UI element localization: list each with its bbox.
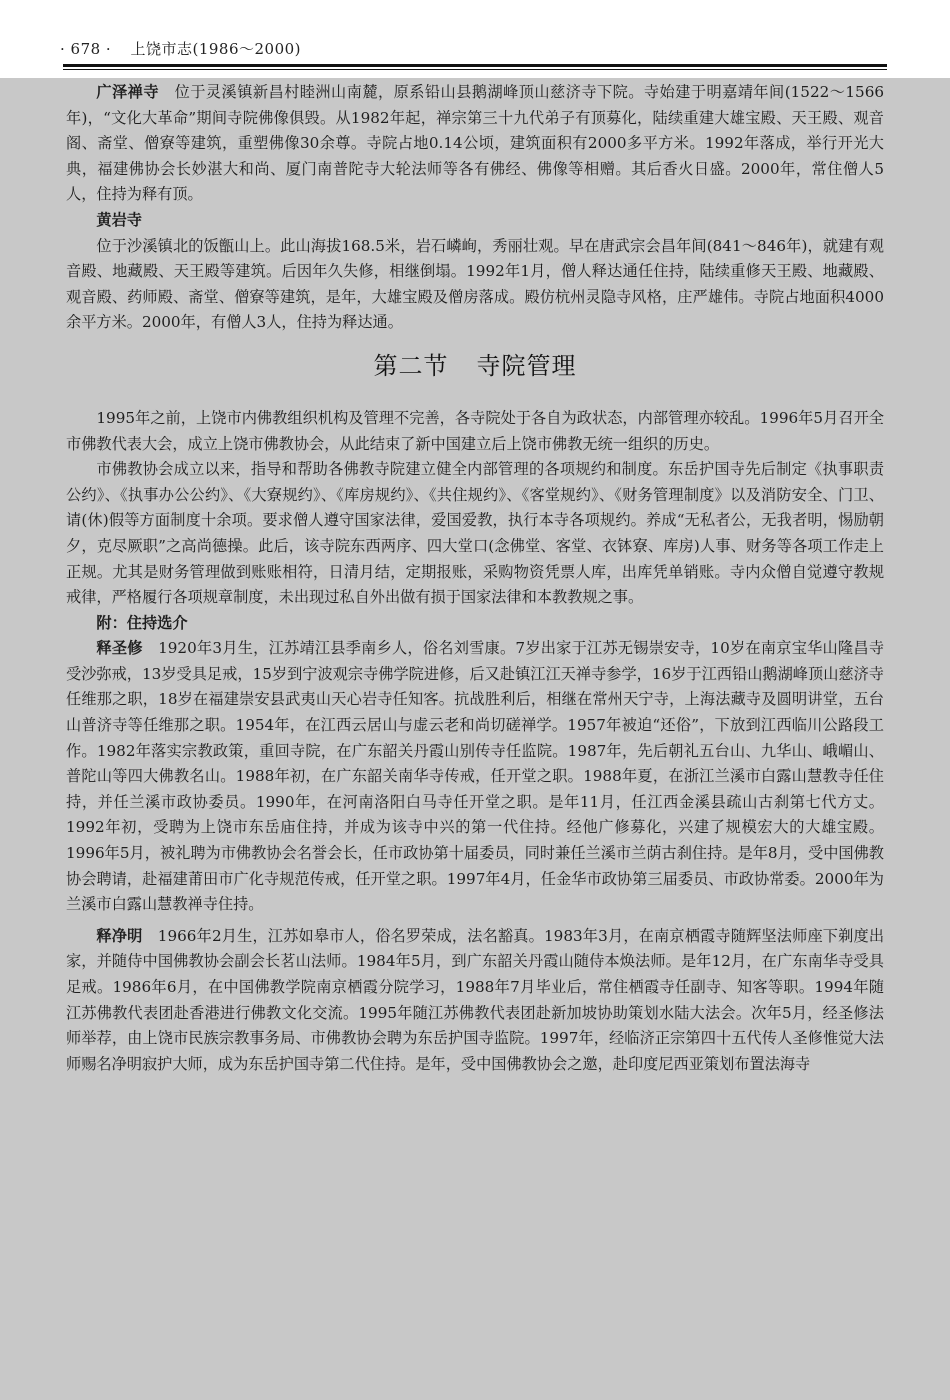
running-header [60, 38, 301, 59]
header-rule-thick [63, 64, 887, 67]
temple-description: 位于灵溪镇新昌村睦洲山南麓，原系铅山县鹅湖峰顶山慈济寺下院。寺始建于明嘉靖年间(1522～1566年)，“文化大革命”期间寺院佛像俱毁。从1982年起，禅宗第三十九代弟子有顶募化，陆续重建大雄宝殿、天王殿、观音阁、斋堂、僧寮等建筑，重塑佛像30余尊。寺院占地0.14公顷，建筑面积有2000多平方米。1992年落成，举行开光大典，福建佛协会长妙湛大和尚、厦门南普陀寺大轮法师等各有佛经、佛像等相赠。其后香火日盛。2000年，常住僧人5人，住持为释有顶。 [66, 83, 885, 204]
abbot-name: 释圣修 [96, 639, 143, 658]
text-column [66, 80, 884, 1077]
temple-entry-guangze [66, 80, 884, 208]
section-number: 第二节 [373, 351, 449, 380]
management-paragraph-1: 1995年之前，上饶市内佛教组织机构及管理不完善，各寺院处于各自为政状态，内部管理亦较乱。1996年5月召开全市佛教代表大会，成立上饶市佛教协会，从此结束了新中国建立后上饶市佛教无统一组织的历史。 [66, 408, 884, 453]
abbot-name: 释净明 [96, 926, 143, 945]
page-number: · 678 · [60, 40, 112, 58]
page-header [0, 0, 950, 78]
page-body [0, 78, 950, 1400]
abbot-entry-jingming [66, 924, 884, 1078]
book-title: 上饶市志(1986～2000) [130, 40, 302, 58]
abbot-biography: 1920年3月生，江苏靖江县季南乡人，俗名刘雪康。7岁出家于江苏无锡崇安寺，10岁在南京宝华山隆昌寺受沙弥戒，13岁受具足戒，15岁到宁波观宗寺佛学院进修，后又赴镇江江天禅寺参学，16岁于江西铅山鹅湖峰顶山慈济寺任维那之职，18岁在福建崇安县武夷山天心岩寺任知客。抗战胜利后，相继在常州天宁寺，上海法藏寺及圆明讲堂，五台山普济寺等任维那之职。1954年，在江西云居山与虚云老和尚切磋禅学。1957年被迫“还俗”，下放到江西临川公路段工作。1982年落实宗教政策，重回寺院，在广东韶关丹霞山别传寺任监院。1987年，先后朝礼五台山、九华山、峨嵋山、普陀山等四大佛教名山。1988年初，在广东韶关南华寺传戒，任开堂之职。1988年夏，在浙江兰溪市白露山慧教寺任住持，并任兰溪市政协委员。1990年，在河南洛阳白马寺任开堂之职。是年11月，任江西金溪县疏山古刹第七代方丈。1992年初，受聘为上饶市东岳庙住持，并成为该寺中兴的第一代住持。经他广修募化，兴建了规模宏大的大雄宝殿。1996年5月，被礼聘为市佛教协会名誉会长，任市政协第十届委员，同时兼任兰溪市兰荫古刹住持。是年8月，受中国佛教协会聘请，赴福建莆田市广化寺规范传戒，任开堂之职。1997年4月，任金华市政协第三届委员、市政协常委。2000年为兰溪市白露山慧教禅寺住持。 [66, 639, 885, 914]
temple-name: 广泽禅寺 [96, 83, 159, 101]
section-name: 寺院管理 [476, 351, 577, 380]
section-title [66, 350, 884, 382]
temple-heading-huangyan: 黄岩寺 [96, 210, 142, 229]
header-rule-thin [63, 69, 887, 70]
appendix-heading: 附：住持选介 [96, 613, 188, 632]
temple-description-huangyan: 位于沙溪镇北的饭甑山上。此山海拔168.5米，岩石嶙峋，秀丽壮观。早在唐武宗会昌年间(841～846年)，就建有观音殿、地藏殿、天王殿等建筑。后因年久失修，相继倒塌。1992年1月，僧人释达通任住持，陆续重修天王殿、地藏殿、观音殿、药师殿、斋堂、僧寮等建筑，是年，大雄宝殿及僧房落成。殿仿杭州灵隐寺风格，庄严雄伟。寺院占地面积4000余平方米。2000年，有僧人3人，住持为释达通。 [66, 236, 884, 332]
abbot-entry-shengxiu [66, 636, 884, 918]
management-paragraph-2: 市佛教协会成立以来，指导和帮助各佛教寺院建立健全内部管理的各项规约和制度。东岳护国寺先后制定《执事职责公约》、《执事办公公约》、《大寮规约》、《库房规约》、《共住规约》、《客堂规约》、《财务管理制度》以及消防安全、门卫、请(休)假等方面制度十余项。要求僧人遵守国家法律，爱国爱教，执行本寺各项规约。养成“无私者公，无我者明，惕励朝夕，克尽厥职”之高尚德操。此后，该寺院东西两序、四大堂口(念佛堂、客堂、衣钵寮、库房)人事、财务等各项工作走上正规。尤其是财务管理做到账账相符，日清月结，定期报账，采购物资凭票人库，出库凭单销账。寺内众僧自觉遵守教规戒律，严格履行各项规章制度，未出现过私自外出做有损于国家法律和本教教规之事。 [66, 460, 884, 607]
abbot-biography: 1966年2月生，江苏如皋市人，俗名罗荣成，法名豁真。1983年3月，在南京栖霞寺随辉坚法师座下剃度出家，并随侍中国佛教协会副会长茗山法师。1984年5月，到广东韶关丹霞山随侍本焕法师。是年12月，在广东南华寺受具足戒。1986年6月，在中国佛教学院南京栖霞分院学习，1988年7月毕业后，常住栖霞寺任副寺、知客等职。1994年随江苏佛教代表团赴香港进行佛教文化交流。1995年随江苏佛教代表团赴新加坡协助策划水陆大法会。次年5月，经圣修法师举荐，由上饶市民族宗教事务局、市佛教协会聘为东岳护国寺监院。1997年，经临济正宗第四十五代传人圣修惟觉大法师赐名净明寂护大师，成为东岳护国寺第二代住持。是年，受中国佛教协会之邀，赴印度尼西亚策划布置法海寺 [66, 926, 885, 1073]
